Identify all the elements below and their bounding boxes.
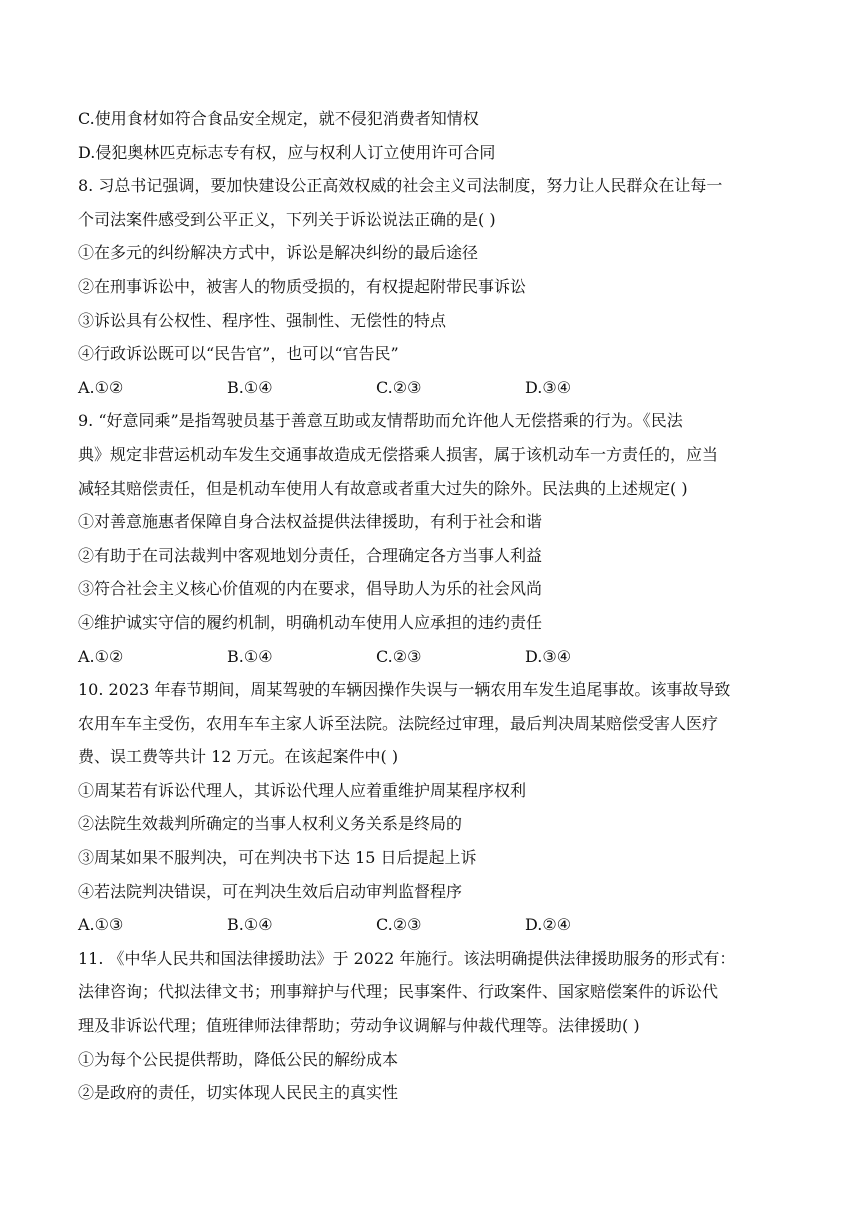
q10-item: ③周某如果不服判决，可在判决书下达 15 日后提起上诉 bbox=[78, 848, 477, 868]
q8-options bbox=[78, 371, 778, 405]
q10-option-c: C.②③ bbox=[376, 915, 422, 935]
q9-stem-line: 减轻其赔偿责任，但是机动车使用人有故意或者重大过失的除外。民法典的上述规定( ) bbox=[78, 478, 688, 498]
q8-item: ①在多元的纠纷解决方式中，诉讼是解决纠纷的最后途径 bbox=[78, 243, 479, 263]
q9-item: ①对善意施惠者保障自身合法权益提供法律援助，有利于社会和谐 bbox=[78, 512, 543, 532]
q9-option-a: A.①② bbox=[78, 646, 124, 666]
q8-option-a: A.①② bbox=[78, 377, 124, 397]
q11-item: ①为每个公民提供帮助，降低公民的解纷成本 bbox=[78, 1049, 399, 1069]
q9-stem-line: 典》规定非营运机动车发生交通事故造成无偿搭乘人损害，属于该机动车一方责任的，应当 bbox=[78, 444, 719, 464]
document-content bbox=[78, 102, 778, 1110]
q9-options bbox=[78, 640, 778, 674]
q10-option-b: B.①④ bbox=[227, 915, 273, 935]
q11-stem-line: 理及非诉讼代理；值班律师法律帮助；劳动争议调解与仲裁代理等。法律援助( ) bbox=[78, 1016, 640, 1036]
q7-option-d: D.侵犯奥林匹克标志专有权，应与权利人订立使用许可合同 bbox=[78, 142, 496, 162]
q8-stem-line: 8. 习总书记强调，要加快建设公正高效权威的社会主义司法制度，努力让人民群众在让每一 bbox=[78, 176, 723, 196]
q10-stem-line: 费、误工费等共计 12 万元。在该起案件中( ) bbox=[78, 747, 399, 767]
q10-item: ②法院生效裁判所确定的当事人权利义务关系是终局的 bbox=[78, 814, 463, 834]
q10-item: ④若法院判决错误，可在判决生效后启动审判监督程序 bbox=[78, 881, 463, 901]
q9-item: ④维护诚实守信的履约机制，明确机动车使用人应承担的违约责任 bbox=[78, 612, 543, 632]
q8-option-d: D.③④ bbox=[525, 377, 572, 397]
q9-stem-line: 9. “好意同乘”是指驾驶员基于善意互助或友情帮助而允许他人无偿搭乘的行为。《民法 bbox=[78, 411, 683, 431]
q10-options bbox=[78, 908, 778, 942]
q8-item: ③诉讼具有公权性、程序性、强制性、无偿性的特点 bbox=[78, 310, 447, 330]
q10-stem-line: 农用车车主受伤，农用车车主家人诉至法院。法院经过审理，最后判决周某赔偿受害人医疗 bbox=[78, 713, 719, 733]
q8-option-c: C.②③ bbox=[376, 377, 422, 397]
q9-option-b: B.①④ bbox=[227, 646, 273, 666]
q8-item: ④行政诉讼既可以“民告官”，也可以“官告民” bbox=[78, 344, 399, 364]
q10-stem-line: 10. 2023 年春节期间，周某驾驶的车辆因操作失误与一辆农用车发生追尾事故。该事故导致 bbox=[78, 680, 731, 700]
q11-item: ②是政府的责任，切实体现人民民主的真实性 bbox=[78, 1083, 399, 1103]
q10-option-a: A.①③ bbox=[78, 915, 124, 935]
q9-option-d: D.③④ bbox=[525, 646, 572, 666]
q9-option-c: C.②③ bbox=[376, 646, 422, 666]
q9-item: ②有助于在司法裁判中客观地划分责任，合理确定各方当事人利益 bbox=[78, 545, 543, 565]
q10-item: ①周某若有诉讼代理人，其诉讼代理人应着重维护周某程序权利 bbox=[78, 780, 527, 800]
q10-option-d: D.②④ bbox=[525, 915, 572, 935]
q11-stem-line: 法律咨询；代拟法律文书；刑事辩护与代理；民事案件、行政案件、国家赔偿案件的诉讼代 bbox=[78, 982, 719, 1002]
q8-stem-line: 个司法案件感受到公平正义，下列关于诉讼说法正确的是( ) bbox=[78, 209, 496, 229]
q7-option-c: C.使用食材如符合食品安全规定，就不侵犯消费者知情权 bbox=[78, 109, 479, 128]
q11-stem-line: 11. 《中华人民共和国法律援助法》于 2022 年施行。该法明确提供法律援助服务的形式有： bbox=[78, 948, 736, 968]
q9-item: ③符合社会主义核心价值观的内在要求，倡导助人为乐的社会风尚 bbox=[78, 579, 543, 599]
q8-option-b: B.①④ bbox=[227, 377, 273, 397]
q8-item: ②在刑事诉讼中，被害人的物质受损的，有权提起附带民事诉讼 bbox=[78, 276, 527, 296]
